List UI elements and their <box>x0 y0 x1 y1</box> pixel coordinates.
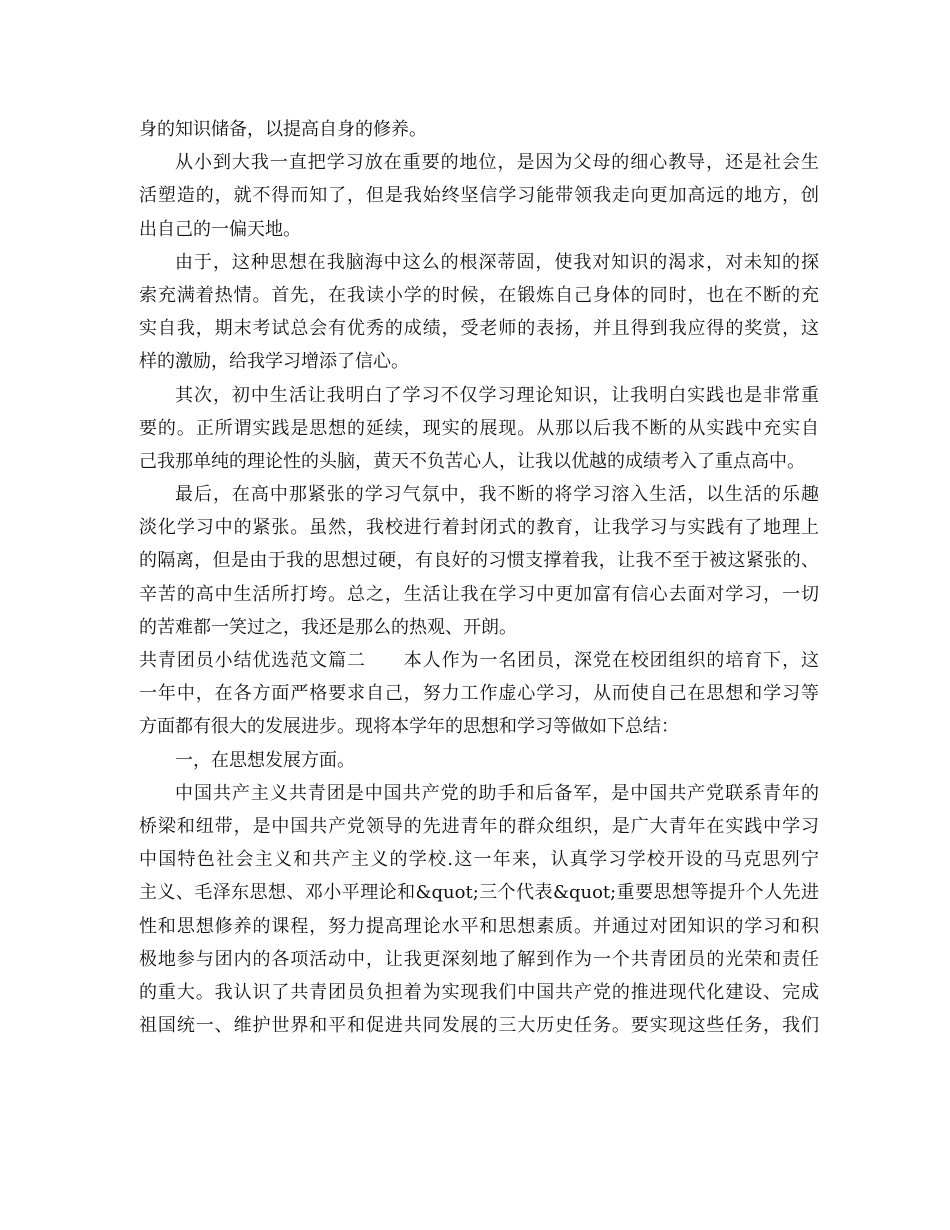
text-line: 一年中，在各方面严格要求自己，努力工作虚心学习，从而使自己在思想和学习等 <box>139 683 819 705</box>
text-line: 出自己的一偏天地。 <box>139 218 301 240</box>
document-body <box>139 113 819 1042</box>
text-line: 淡化学习中的紧张。虽然，我校进行着封闭式的教育，让我学习与实践有了地理上 <box>139 517 819 539</box>
text-line: 样的激励，给我学习增添了信心。 <box>139 351 409 373</box>
text-line: 身的知识储备，以提高自身的修养。 <box>139 119 427 140</box>
text-line: 极地参与团内的各项活动中，让我更深刻地了解到作为一个共青团员的光荣和责任 <box>139 948 819 970</box>
text-line: 要的。正所谓实践是思想的延续，现实的展现。从那以后我不断的从实践中充实自 <box>139 417 819 439</box>
text-line: 主义、毛泽东思想、邓小平理论和&quot;三个代表&quot;重要思想等提升个人先进 <box>139 882 819 904</box>
text-line: 的苦难都一笑过之，我还是那么的热观、开朗。 <box>139 616 517 638</box>
paragraph <box>139 146 819 246</box>
text-line: 由于，这种思想在我脑海中这么的根深蒂固，使我对知识的渴求，对未知的探 <box>175 251 819 273</box>
text-line: 一，在思想发展方面。 <box>175 749 355 771</box>
text-line: 其次，初中生活让我明白了学习不仅学习理论知识，让我明白实践也是非常重 <box>175 384 819 406</box>
text-line: 索充满着热情。首先，在我读小学的时候，在锻炼自己身体的同时，也在不断的充 <box>139 284 819 306</box>
text-line: 己我那单纯的理论性的头脑，黄天不负苦心人，让我以优越的成绩考入了重点高中。 <box>139 450 805 472</box>
paragraph <box>139 478 819 644</box>
paragraph <box>139 777 819 1043</box>
paragraph <box>139 113 819 146</box>
text-line: 从小到大我一直把学习放在重要的地位，是因为父母的细心教导，还是社会生 <box>175 152 819 174</box>
paragraph <box>139 379 819 479</box>
text-line: 的重大。我认识了共青团员负担着为实现我们中国共产党的推进现代化建设、完成 <box>139 981 819 1003</box>
text-line: 中国共产主义共青团是中国共产党的助手和后备军，是中国共产党联系青年的 <box>175 782 819 804</box>
paragraph-section-heading <box>139 644 819 744</box>
text-line: 方面都有很大的发展进步。现将本学年的思想和学习等做如下总结： <box>139 716 679 738</box>
text-line: 活塑造的，就不得而知了，但是我始终坚信学习能带领我走向更加高远的地方，创 <box>139 185 819 207</box>
text-line: 性和思想修养的课程，努力提高理论水平和思想素质。并通过对团知识的学习和积 <box>139 915 819 937</box>
text-line: 共青团员小结优选范文篇二 本人作为一名团员，深党在校团组织的培育下，这 <box>139 650 819 671</box>
text-line: 的隔离，但是由于我的思想过硬，有良好的习惯支撑着我，让我不至于被这紧张的、 <box>139 550 819 572</box>
text-line: 实自我，期末考试总会有优秀的成绩，受老师的表扬，并且得到我应得的奖赏，这 <box>139 318 819 340</box>
paragraph <box>139 246 819 379</box>
paragraph <box>139 744 819 777</box>
text-line: 辛苦的高中生活所打垮。总之，生活让我在学习中更加富有信心去面对学习，一切 <box>139 583 819 605</box>
text-line: 祖国统一、维护世界和平和促进共同发展的三大历史任务。要实现这些任务，我们 <box>139 1015 819 1037</box>
text-line: 中国特色社会主义和共产主义的学校.这一年来，认真学习学校开设的马克思列宁 <box>139 849 819 871</box>
text-line: 最后，在高中那紧张的学习气氛中，我不断的将学习溶入生活，以生活的乐趣 <box>175 484 819 506</box>
text-line: 桥梁和纽带，是中国共产党领导的先进青年的群众组织，是广大青年在实践中学习 <box>139 815 819 837</box>
